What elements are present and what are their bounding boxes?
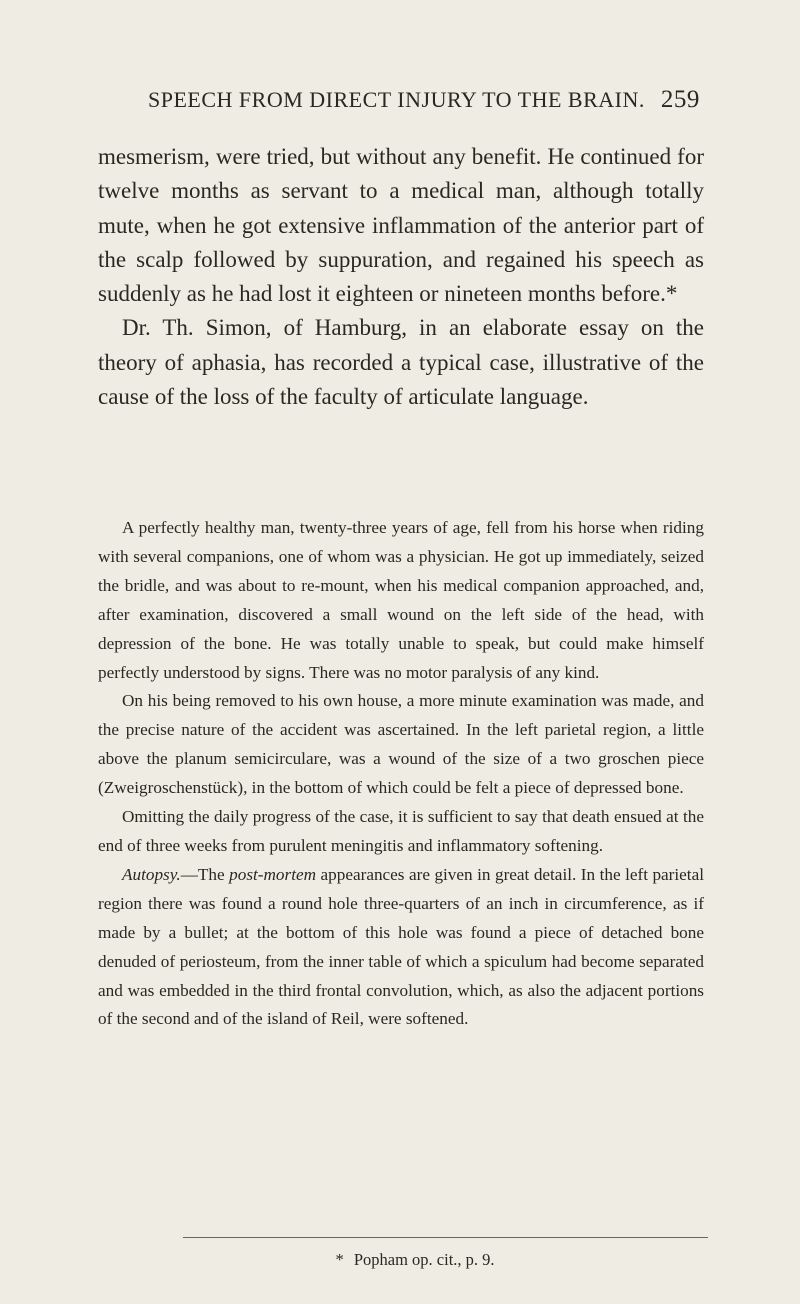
autopsy-dash: —The (180, 864, 230, 884)
paragraph-autopsy (98, 861, 704, 1034)
case-report (98, 514, 704, 1034)
post-mortem-term: post-mortem (229, 864, 317, 884)
paragraph-case-intro: A perfectly healthy man, twenty-three years of age, fell from his horse when riding with several companions, one of whom was a physician. He got up immediately, seized the bridle, and was about to re-mount, when his medical companion approached, and, after examination, discovered a small wound on the left side of the head, with depression of the bone. He was totally unable to speak, but could make himself perfectly understood by signs. There was no motor paralysis of any kind. (98, 518, 704, 682)
running-header (148, 86, 748, 114)
footnote-divider (183, 1237, 708, 1238)
main-text-large (98, 140, 704, 414)
paragraph-simon: Dr. Th. Simon, of Hamburg, in an elaborate essay on the theory of aphasia, has recorded a typical case, illustrative of the cause of the loss of the faculty of articulate language. (98, 315, 704, 410)
paragraph-examination: On his being removed to his own house, a more minute examination was made, and the precise nature of the accident was ascertained. In the left parietal region, a little above the planum semicirculare, was a wound of the size of a two groschen piece (Zweigroschenstück), in the bottom of which could be felt a piece of depressed bone. (98, 691, 704, 798)
paragraph-progress: Omitting the daily progress of the case, it is sufficient to say that death ensued at the end of three weeks from purulent meningitis and inflammatory softening. (98, 807, 704, 855)
autopsy-lead: Autopsy. (122, 864, 181, 884)
page-number: 259 (660, 86, 700, 113)
footnote-text: Popham op. cit., p. 9. (353, 1250, 495, 1269)
footnote (0, 1250, 800, 1270)
running-title: SPEECH FROM DIRECT INJURY TO THE BRAIN. (148, 87, 645, 112)
paragraph-continued: mesmerism, were tried, but without any benefit. He continued for twelve months as servant to a medical man, although totally mute, when he got extensive inflammation of the anterior part of the scalp followed by suppuration, and regained his speech as suddenly as he had lost it eighteen or nineteen months before.* (98, 144, 704, 307)
autopsy-text: appearances are given in great detail. In the left parietal region there was found a round hole three-quarters of an inch in circumference, as if made by a bullet; at the bottom of this hole was found a piece of detached bone denuded of periosteum, from the inner table of which a spiculum had become separated and was embedded in the third frontal convolution, which, as also the adjacent portions of the second and of the island of Reil, were softened. (98, 864, 704, 1029)
footnote-marker: * (335, 1250, 344, 1269)
